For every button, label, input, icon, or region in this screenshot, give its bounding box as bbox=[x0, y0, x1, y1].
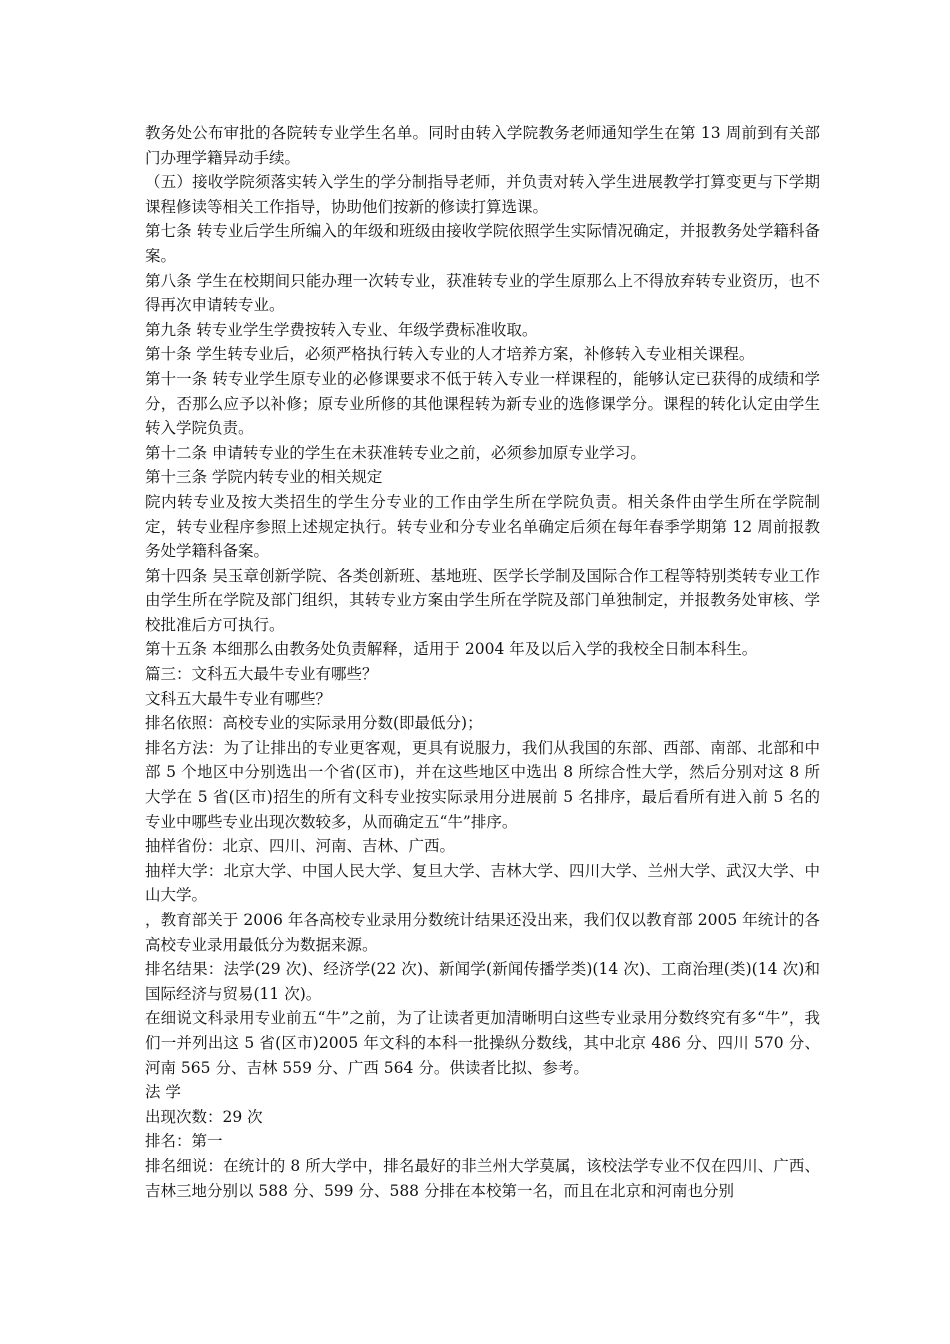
article-8: 第八条 学生在校期间只能办理一次转专业，获准转专业的学生原那么上不得放弃转专业资历，也不得再次申请转专业。 bbox=[145, 271, 820, 315]
article-14: 第十四条 吴玉章创新学院、各类创新班、基地班、医学长学制及国际合作工程等特别类转专业工作由学生所在学院及部门组织，其转专业方案由学生所在学院及部门单独制定，并报教务处审核、学校批准后方可执行。 bbox=[145, 566, 820, 634]
ranking-results: 排名结果：法学(29 次)、经济学(22 次)、新闻学(新闻传播学类)(14 次)、工商治理(类)(14 次)和国际经济与贸易(11 次)。 bbox=[145, 960, 820, 1003]
section-subtitle: 文科五大最牛专业有哪些？ bbox=[145, 689, 332, 708]
law-count: 出现次数：29 次 bbox=[145, 1107, 263, 1126]
law-detail: 排名细说：在统计的 8 所大学中，排名最好的非兰州大学莫属，该校法学专业不仅在四川、广西、吉林三地分别以 588 分、599 分、588 分排在本校第一名，而且在北京和河南也分别 bbox=[145, 1156, 821, 1200]
article-11: 第十一条 转专业学生原专业的必修课要求不低于转入专业一样课程的，能够认定已获得的成绩和学分，否那么应予以补修；原专业所修的其他课程转为新专业的选修课学分。课程的转化认定由学生转入学院负责。 bbox=[145, 369, 820, 438]
article-10: 第十条 学生转专业后，必须严格执行转入专业的人才培养方案，补修转入专业相关课程。 bbox=[145, 345, 755, 364]
score-lines: 在细说文科录用专业前五“牛”之前，为了让读者更加清晰明白这些专业录用分数终究有多“牛”，我们一并列出这 5 省(区市)2005 年文科的本科一批操纵分数线，其中北京 486 分、四川 570 分、河南 565 分、吉林 559 分、广西 564 分。供读者比拟、参考。 bbox=[145, 1009, 820, 1077]
article-13-heading: 第十三条 学院内转专业的相关规定 bbox=[145, 468, 383, 487]
article-7: 第七条 转专业后学生所编入的年级和班级由接收学院依照学生实际情况确定，并报教务处学籍科备案。 bbox=[145, 222, 820, 265]
paragraph: （五）接收学院须落实转入学生的学分制指导老师，并负责对转入学生进展教学打算变更与下学期课程修读等相关工作指导，协助他们按新的修读打算选课。 bbox=[145, 173, 820, 216]
paragraph: 教务处公布审批的各院转专业学生名单。同时由转入学院教务老师通知学生在第 13 周前到有关部门办理学籍异动手续。 bbox=[145, 124, 820, 167]
document-page bbox=[145, 121, 820, 1203]
article-12: 第十二条 申请转专业的学生在未获准转专业之前，必须参加原专业学习。 bbox=[145, 443, 646, 462]
sample-provinces: 抽样省份：北京、四川、河南、吉林、广西。 bbox=[145, 837, 456, 856]
article-13-body: 院内转专业及按大类招生的学生分专业的工作由学生所在学院负责。相关条件由学生所在学院制定，转专业程序参照上述规定执行。转专业和分专业名单确定后须在每年春季学期第 12 周前报教务处学籍科备案。 bbox=[145, 492, 820, 561]
data-source: ，教育部关于 2006 年各高校专业录用分数统计结果还没出来，我们仅以教育部 2005 年统计的各高校专业录用最低分为数据来源。 bbox=[145, 911, 820, 954]
law-heading: 法 学 bbox=[145, 1083, 181, 1102]
sample-universities: 抽样大学：北京大学、中国人民大学、复旦大学、吉林大学、四川大学、兰州大学、武汉大学、中山大学。 bbox=[145, 861, 820, 905]
ranking-basis: 排名依照：高校专业的实际录用分数(即最低分)； bbox=[145, 714, 483, 733]
article-15: 第十五条 本细那么由教务处负责解释，适用于 2004 年及以后入学的我校全日制本科生。 bbox=[145, 640, 758, 659]
ranking-method: 排名方法：为了让排出的专业更客观，更具有说服力，我们从我国的东部、西部、南部、北部和中部 5 个地区中分别选出一个省(区市)，并在这些地区中选出 8 所综合性大学，然后分别对这 8 所大学在 5 省(区市)招生的所有文科专业按实际录用分进展前 5 名排序，最后看所有进入前 5 名的专业中哪些专业出现次数较多，从而确定五“牛”排序。 bbox=[145, 738, 820, 831]
article-9: 第九条 转专业学生学费按转入专业、年级学费标准收取。 bbox=[145, 320, 538, 339]
law-rank: 排名：第一 bbox=[145, 1132, 223, 1151]
section-title: 篇三：文科五大最牛专业有哪些？ bbox=[145, 665, 378, 684]
